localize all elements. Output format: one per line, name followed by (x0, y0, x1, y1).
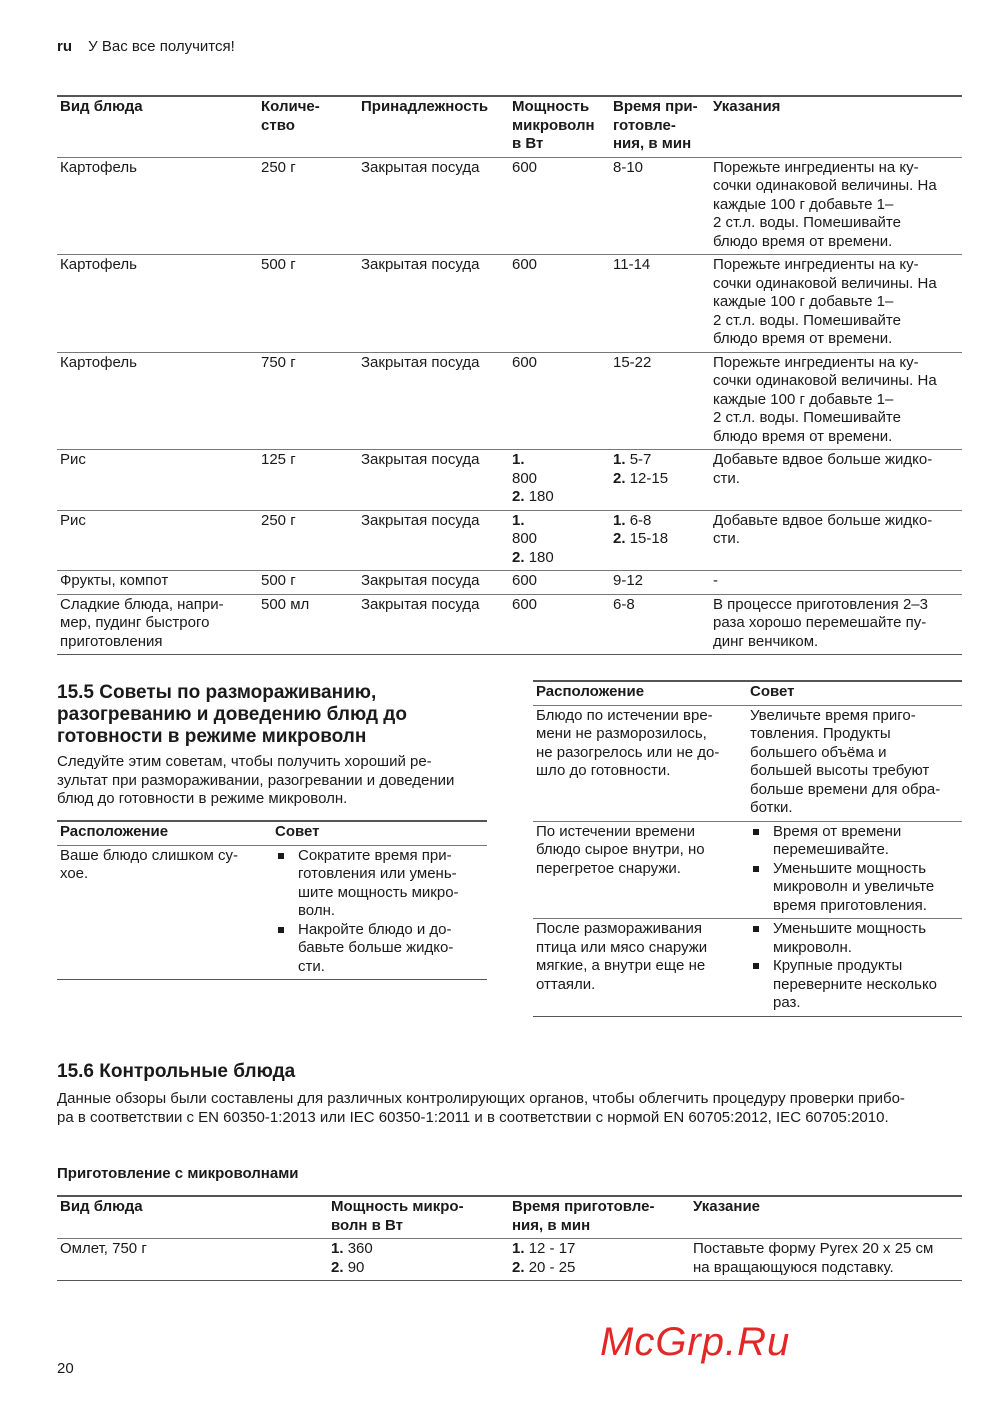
situation-cell: Блюдо по истечении вре- мени не разморозилось, не разогрелось или не до- шло до готовности. (536, 706, 720, 779)
notes-cell: Порежьте ингредиенты на ку- сочки одинаковой величины. На каждые 100 г добавьте 1– 2 ст.л. воды. Помешивайте блюдо время от времени. (713, 158, 937, 250)
section-15-5-intro: Следуйте этим советам, чтобы получить хороший ре- зультат при размораживании, разогревании и доведении блюд до готовности в режиме микроволн. (57, 753, 455, 807)
notes-cell: Добавьте вдвое больше жидко- сти. (713, 511, 933, 547)
tip-item: Уменьшите мощность микроволн и увеличьте время приготовления. (750, 860, 959, 916)
accessory-cell: Закрытая посуда (361, 511, 480, 529)
dish-cell: Картофель (60, 158, 137, 176)
quantity-cell: 500 мл (261, 595, 310, 613)
table-row (57, 594, 962, 655)
dish-cell: Рис (60, 451, 86, 468)
tips-table-right (533, 680, 962, 1017)
quantity-cell: 250 г (261, 511, 296, 529)
table-row (533, 821, 962, 919)
time-cell: 8-10 (613, 158, 644, 176)
tips-table-left (57, 820, 487, 980)
tip-item: Уменьшите мощность микроволн. (750, 920, 959, 957)
dish-cell: Сладкие блюда, напри- мер, пудинг быстрого приготовления (60, 595, 224, 650)
notes-cell: В процессе приготовления 2–3 раза хорошо перемешайте пу- динг венчиком. (713, 595, 928, 650)
watermark: McGrp.Ru (600, 1320, 791, 1364)
page-number: 20 (57, 1360, 74, 1377)
notes-cell: Порежьте ингредиенты на ку- сочки одинаковой величины. На каждые 100 г добавьте 1– 2 ст.л. воды. Помешивайте блюдо время от времени. (713, 256, 937, 347)
situation-cell: После размораживания птица или мясо снаружи мягкие, а внутри еще не оттаяли. (536, 920, 708, 993)
accessory-cell: Закрытая посуда (361, 572, 480, 589)
section-15-6-title: 15.6 Контрольные блюда (57, 1061, 296, 1082)
section-15-6-intro: Данные обзоры были составлены для различных контролирующих органов, чтобы облегчить процедуру проверки прибо- ра в соответствии с EN 60350-1:2013 или IEC 60350-1:2011 и в соответствии с нормой EN 60705:2012, IEC 60705:2010. (57, 1090, 905, 1126)
table-row (533, 705, 962, 821)
col-advice: Совет (275, 823, 320, 840)
time-cell: 15-22 (613, 353, 652, 371)
note-cell: Поставьте форму Pyrex 20 x 25 см на вращающуюся подставку. (693, 1240, 934, 1276)
power-cell: 600 (512, 256, 538, 273)
time-cell: 1. 6-8 2. 15-18 (613, 511, 669, 547)
accessory-cell: Закрытая посуда (361, 353, 480, 371)
table-row (57, 1239, 962, 1281)
dish-cell: Омлет, 750 г (60, 1240, 147, 1257)
col-dish: Вид блюда (60, 1198, 143, 1215)
power-cell: 1. 360 2. 90 (331, 1240, 373, 1276)
dish-cell: Рис (60, 511, 86, 529)
table-row (57, 352, 962, 450)
power-cell: 1. 800 2. 180 (512, 451, 554, 505)
col-power: Мощность микро- волн в Вт (331, 1198, 464, 1234)
reference-dishes-table (57, 1195, 962, 1281)
situation-cell: Ваше блюдо слишком су- хое. (60, 846, 238, 882)
power-cell: 600 (512, 595, 538, 613)
quantity-cell: 500 г (261, 256, 296, 273)
advice-cell: Увеличьте время приго- товления. Продукты большего объёма и большей высоты требуют больше времени для обра- ботки. (750, 706, 941, 816)
col-accessory: Принадлежность (361, 98, 489, 115)
table-row (57, 510, 962, 571)
quantity-cell: 750 г (261, 353, 296, 371)
table-row (57, 255, 962, 353)
time-cell: 11-14 (613, 256, 651, 273)
accessory-cell: Закрытая посуда (361, 256, 480, 273)
header-title: У Вас все получится! (88, 38, 235, 55)
tip-item: Крупные продукты переверните несколько раз. (750, 957, 959, 1013)
accessory-cell: Закрытая посуда (361, 451, 480, 468)
time-cell: 6-8 (613, 595, 635, 613)
power-cell: 600 (512, 158, 538, 176)
col-quantity: Количе- ство (261, 98, 320, 134)
notes-cell: Добавьте вдвое больше жидко- сти. (713, 451, 933, 487)
notes-cell: Порежьте ингредиенты на ку- сочки одинаковой величины. На каждые 100 г добавьте 1– 2 ст.л. воды. Помешивайте блюдо время от времени. (713, 353, 937, 445)
dish-cell: Картофель (60, 353, 137, 371)
col-notes: Указания (713, 98, 781, 115)
subheading-microwave: Приготовление с микроволнами (57, 1165, 299, 1182)
tip-item: Время от времени перемешивайте. (750, 823, 959, 860)
tip-item: Накройте блюдо и до- бавьте больше жидко- сти. (275, 921, 484, 977)
cooking-table (57, 95, 962, 655)
time-cell: 1. 5-7 2. 12-15 (613, 451, 669, 487)
col-time: Время приготовле- ния, в мин (512, 1198, 655, 1234)
col-power: Мощность микроволн в Вт (512, 98, 595, 152)
table-row (57, 450, 962, 511)
power-cell: 600 (512, 572, 538, 589)
quantity-cell: 125 г (261, 451, 296, 468)
notes-cell: - (713, 572, 718, 589)
col-dish: Вид блюда (60, 98, 143, 115)
table-row (57, 571, 962, 595)
table-row (57, 845, 487, 980)
time-cell: 1. 12 - 17 2. 20 - 25 (512, 1240, 576, 1276)
col-situation: Расположение (536, 683, 645, 700)
quantity-cell: 250 г (261, 158, 296, 176)
quantity-cell: 500 г (261, 572, 296, 589)
col-note: Указание (693, 1198, 761, 1215)
col-time: Время при- готовле- ния, в мин (613, 98, 698, 152)
tip-item: Сократите время при- готовления или умень- шите мощность микро- волн. (275, 847, 484, 921)
language-code: ru (57, 38, 72, 55)
col-advice: Совет (750, 683, 795, 700)
section-15-5-title: 15.5 Советы по размораживанию, разогреванию и доведению блюд до готовности в режиме микроволн (57, 682, 407, 747)
power-cell: 1. 800 2. 180 (512, 511, 554, 566)
running-header (57, 38, 235, 57)
power-cell: 600 (512, 353, 538, 371)
table-row (533, 919, 962, 1017)
situation-cell: По истечении времени блюдо сырое внутри, но перегретое снаружи. (536, 822, 705, 877)
table-row (57, 157, 962, 255)
accessory-cell: Закрытая посуда (361, 158, 480, 176)
time-cell: 9-12 (613, 572, 644, 589)
dish-cell: Картофель (60, 256, 137, 273)
col-situation: Расположение (60, 823, 169, 840)
dish-cell: Фрукты, компот (60, 572, 169, 589)
accessory-cell: Закрытая посуда (361, 595, 480, 613)
table-header-row (57, 96, 962, 157)
